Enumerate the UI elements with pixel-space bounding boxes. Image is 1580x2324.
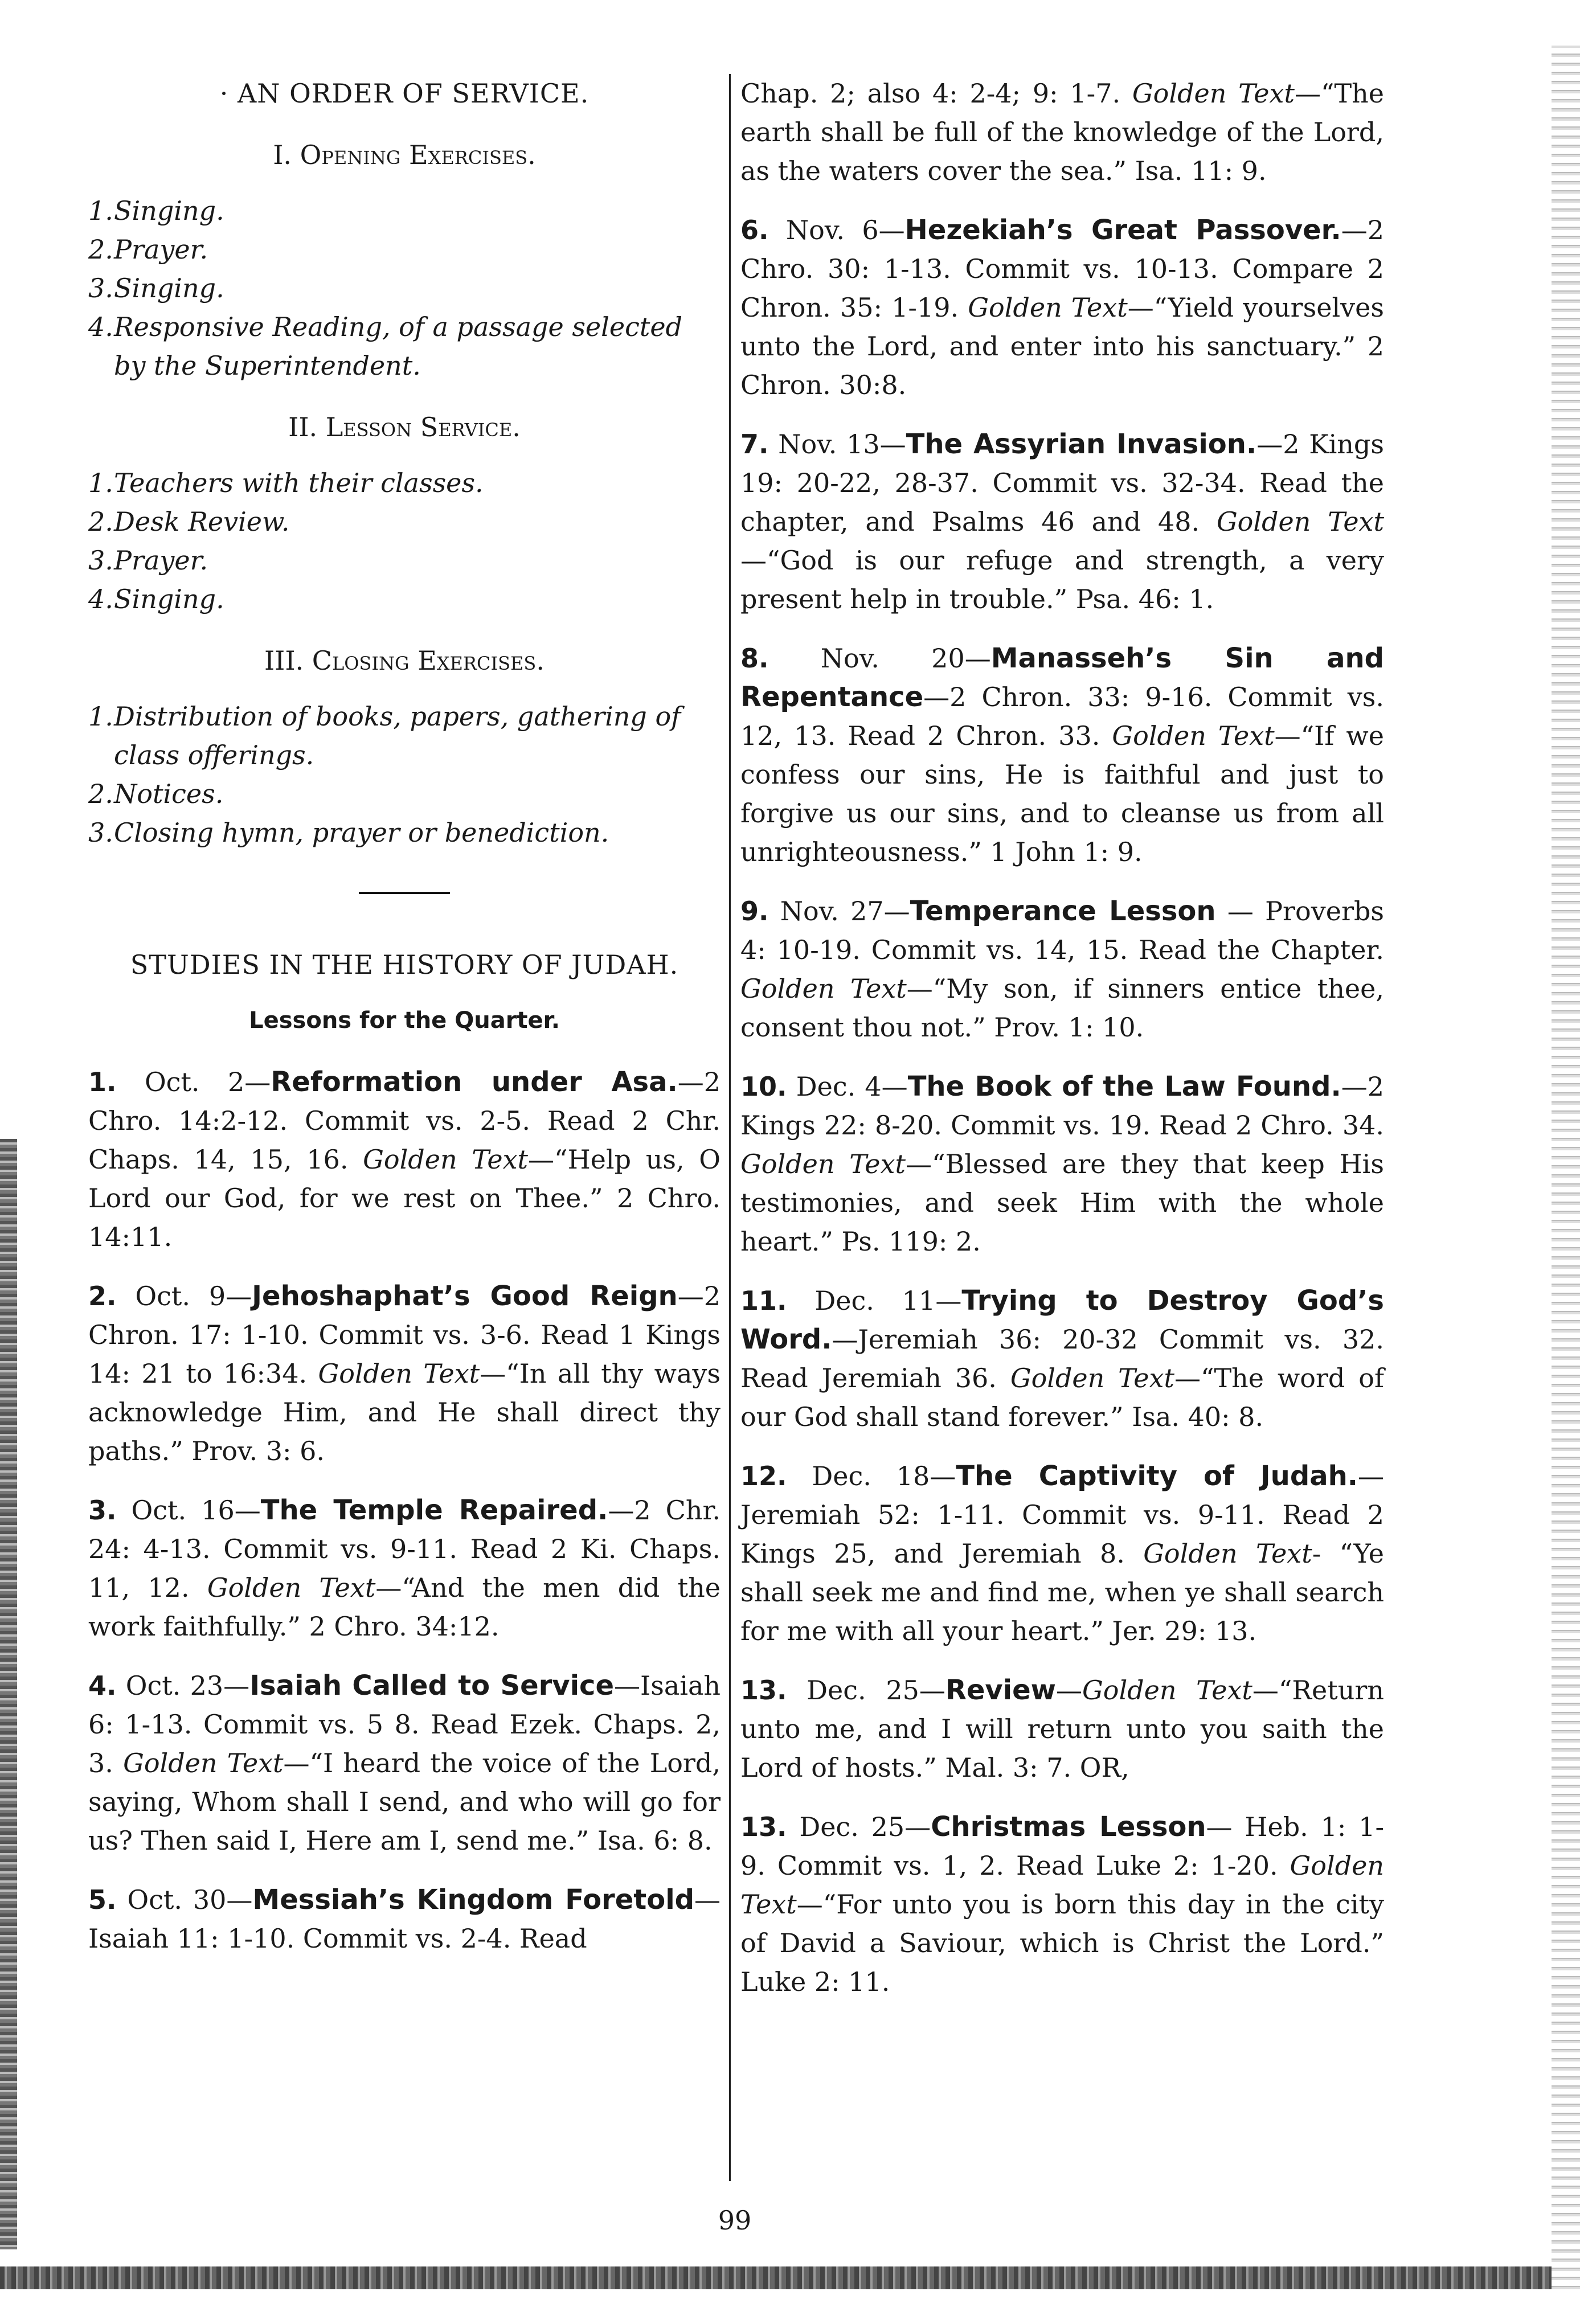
golden-text-label: Golden Text	[1143, 1538, 1312, 1569]
lesson-title: Isaiah Called to Service	[249, 1670, 615, 1702]
lesson-reference: —2 Kings 22: 8-20. Commit vs. 19. Read 2 Chro. 34.	[740, 1071, 1384, 1141]
lesson-date: Nov. 6—	[785, 215, 905, 245]
lesson-number: 12.	[740, 1461, 787, 1491]
lesson-reference: —Jeremiah 36: 20-32 Commit vs. 32. Read Jeremiah 36.	[740, 1324, 1384, 1393]
golden-text-label: Golden Text	[740, 1850, 1384, 1920]
list-item: 1.Teachers with their classes.	[88, 468, 484, 498]
lesson-date: Dec. 4—	[796, 1071, 908, 1102]
lesson-title: The Captivity of Judah.	[956, 1460, 1358, 1492]
lesson-reference: —Isaiah 6: 1-13. Commit vs. 5 8. Read Ezek. Chaps. 2, 3.	[88, 1670, 721, 1778]
lesson-item	[88, 1277, 721, 1470]
lessons-list-left	[88, 1063, 721, 1958]
list-item: 3.Singing.	[88, 273, 224, 304]
lesson-reference: —	[1056, 1675, 1083, 1706]
order-of-service-title: · AN ORDER OF SERVICE.	[219, 78, 590, 109]
lesson-title: Review	[945, 1674, 1057, 1706]
section-closing	[88, 641, 721, 852]
lesson-number: 5.	[88, 1884, 117, 1915]
lesson-item	[740, 1067, 1384, 1261]
golden-text: —“In all thy ways acknowledge Him, and He shall direct thy paths.” Prov. 3: 6.	[88, 1358, 721, 1466]
list-item: 1.Singing.	[88, 195, 224, 226]
lesson-number: 8.	[740, 643, 769, 674]
lesson-title: The Book of the Law Found.	[907, 1071, 1341, 1102]
list-item: 4.Responsive Reading, of a passage selected by the Superintendent.	[88, 311, 683, 381]
lesson-item	[740, 211, 1384, 404]
golden-text: —“For unto you is born this day in the city of David a Saviour, which is Christ the Lord.” Luke 2: 11.	[740, 1889, 1384, 1997]
scan-right-edge	[1552, 46, 1580, 2295]
lesson-item	[740, 425, 1384, 618]
golden-text-label: Golden Text	[968, 292, 1128, 323]
lesson-title: Hezekiah’s Great Passover.	[904, 214, 1341, 246]
lesson-number: 2.	[88, 1281, 117, 1311]
lesson-number: 11.	[740, 1285, 787, 1316]
list-item: 3.Prayer.	[88, 545, 208, 576]
section-heading: I. Opening Exercises.	[273, 140, 536, 170]
lesson-item	[740, 892, 1384, 1047]
lesson-date: Oct. 23—	[125, 1670, 250, 1701]
scan-bottom-shadow	[0, 2266, 1580, 2289]
section-heading: III. Closing Exercises.	[264, 645, 545, 676]
lessons-list-right	[740, 211, 1384, 2001]
golden-text: —“Help us, O Lord our God, for we rest on Thee.” 2 Chro. 14:11.	[88, 1144, 721, 1252]
lesson-item	[88, 1880, 721, 1958]
lesson-date: Dec. 11—	[814, 1285, 962, 1316]
lesson-item	[88, 1063, 721, 1256]
golden-text: —“And the men did the work faithfully.” 2 Chro. 34:12.	[88, 1572, 721, 1642]
golden-text: - “Ye shall seek me and find me, when ye shall search for me with all your heart.” Jer. 29: 13.	[740, 1538, 1384, 1646]
golden-text: —“I heard the voice of the Lord, saying, Whom shall I send, and who will go for us? Then said I, Here am I, send me.” Isa. 6: 8.	[88, 1748, 721, 1856]
golden-text-label: Golden Text	[1216, 506, 1384, 537]
section-lesson-service	[88, 408, 721, 618]
lesson-item	[88, 1491, 721, 1646]
lesson-date: Oct. 9—	[135, 1281, 252, 1311]
golden-text-label: Golden Text	[740, 1149, 906, 1179]
lesson-continuation: Chap. 2; also 4: 2-4; 9: 1-7. Golden Text—“The earth shall be full of the knowledge of the Lord, as the waters cover the sea.” Isa. 11: 9.	[740, 78, 1384, 186]
lesson-item	[740, 639, 1384, 871]
lesson-reference: —2 Kings 19: 20-22, 28-37. Commit vs. 32-34. Read the chapter, and Psalms 46 and 48.	[740, 429, 1384, 537]
lesson-title: Reformation under Asa.	[271, 1066, 678, 1098]
list-item: 2.Notices.	[88, 778, 224, 809]
lesson-title: Christmas Lesson	[931, 1811, 1206, 1843]
golden-text: —“Yield yourselves unto the Lord, and enter into his sanctuary.” 2 Chron. 30:8.	[740, 292, 1384, 400]
section-heading: II. Lesson Service.	[288, 412, 521, 442]
golden-text-label: Golden Text	[740, 973, 907, 1004]
lesson-number: 7.	[740, 429, 769, 460]
golden-text: —“Blessed are they that keep His testimonies, and seek Him with the whole heart.” Ps. 119: 2.	[740, 1149, 1384, 1257]
left-column	[88, 74, 721, 2256]
lesson-number: 4.	[88, 1670, 117, 1701]
lesson-reference: —2 Chro. 14:2-12. Commit vs. 2-5. Read 2 Chr. Chaps. 14, 15, 16.	[88, 1067, 721, 1175]
lesson-reference: —2 Chr. 24: 4-13. Commit vs. 9-11. Read 2 Ki. Chaps. 11, 12.	[88, 1495, 721, 1603]
list-item: 4.Singing.	[88, 584, 224, 614]
lesson-title: Temperance Lesson	[910, 895, 1216, 927]
lesson-item	[740, 1457, 1384, 1650]
studies-title: STUDIES IN THE HISTORY OF JUDAH.	[130, 949, 679, 980]
list-item: 2.Desk Review.	[88, 506, 290, 537]
lesson-date: Nov. 13—	[778, 429, 906, 460]
lesson-date: Oct. 30—	[127, 1884, 253, 1915]
section-divider-rule	[359, 892, 450, 894]
golden-text: —“God is our refuge and strength, a very present help in trouble.” Psa. 46: 1.	[740, 545, 1384, 614]
lesson-number: 13.	[740, 1811, 787, 1842]
lesson-date: Dec. 18—	[812, 1461, 956, 1491]
lesson-title: Messiah’s Kingdom Foretold	[252, 1884, 694, 1916]
golden-text: —“Return unto me, and I will return unto you saith the Lord of hosts.” Mal. 3: 7. OR,	[740, 1675, 1384, 1783]
lesson-date: Dec. 25—	[799, 1811, 931, 1842]
lesson-reference: —Jeremiah 52: 1-11. Commit vs. 9-11. Read 2 Kings 25, and Jeremiah 8.	[740, 1461, 1384, 1569]
right-column	[740, 74, 1384, 2256]
lesson-number: 6.	[740, 215, 769, 245]
lesson-reference: —2 Chron. 33: 9-16. Commit vs. 12, 13. Read 2 Chron. 33.	[740, 682, 1384, 751]
golden-text: —“If we confess our sins, He is faithful and just to forgive us our sins, and to cleanse us from all unrighteousness.” 1 John 1: 9.	[740, 720, 1384, 867]
golden-text-label: Golden Text	[363, 1144, 529, 1175]
list-item: 3.Closing hymn, prayer or benediction.	[88, 817, 609, 848]
lesson-item	[740, 1281, 1384, 1436]
golden-text-label: Golden Text	[123, 1748, 284, 1778]
golden-text-label: Golden Text	[1010, 1363, 1174, 1393]
lesson-number: 1.	[88, 1067, 117, 1097]
lesson-reference: —2 Chron. 17: 1-10. Commit vs. 3-6. Read 1 Kings 14: 21 to 16:34.	[88, 1281, 721, 1389]
lesson-title: The Assyrian Invasion.	[906, 428, 1257, 460]
lesson-reference: —2 Chro. 30: 1-13. Commit vs. 10-13. Compare 2 Chron. 35: 1-19.	[740, 215, 1385, 323]
lesson-title: Trying to Destroy God’s Word.	[740, 1285, 1385, 1355]
lesson-number: 3.	[88, 1495, 117, 1526]
scan-edge-shadow	[0, 1139, 17, 2249]
lesson-date: Oct. 2—	[144, 1067, 271, 1097]
lesson-reference: —Isaiah 11: 1-10. Commit vs. 2-4. Read	[88, 1884, 721, 1954]
section-opening	[88, 136, 721, 385]
golden-text: —“My son, if sinners entice thee, consent thou not.” Prov. 1: 10.	[740, 973, 1384, 1043]
lesson-item	[740, 1671, 1384, 1787]
lesson-date: Nov. 20—	[820, 643, 991, 674]
list-item: 2.Prayer.	[88, 234, 208, 265]
golden-text-label: Golden Text	[318, 1358, 480, 1389]
lesson-number: 9.	[740, 896, 769, 927]
lesson-title: Manasseh’s Sin and Repentance	[740, 642, 1384, 713]
lesson-item	[740, 1807, 1384, 2001]
lesson-title: The Temple Repaired.	[260, 1494, 608, 1526]
lesson-title: Jehoshaphat’s Good Reign	[252, 1280, 678, 1312]
list-item: 1.Distribution of books, papers, gathering of class offerings.	[88, 701, 681, 770]
lesson-item	[88, 1666, 721, 1860]
golden-text-label: Golden Text	[207, 1572, 376, 1603]
lesson-reference: — Heb. 1: 1-9. Commit vs. 1, 2. Read Luke 2: 1-20.	[740, 1811, 1384, 1881]
golden-text: —“The word of our God shall stand forever.” Isa. 40: 8.	[740, 1363, 1384, 1432]
studies-subheading: Lessons for the Quarter.	[249, 1007, 560, 1034]
lesson-number: 13.	[740, 1675, 787, 1706]
lesson-number: 10.	[740, 1071, 787, 1102]
lesson-date: Dec. 25—	[807, 1675, 945, 1706]
column-divider	[729, 74, 731, 2181]
golden-text-label: Golden Text	[1112, 720, 1275, 751]
lesson-date: Oct. 16—	[131, 1495, 261, 1526]
lesson-date: Nov. 27—	[780, 896, 910, 927]
page-number: 99	[718, 2205, 752, 2236]
lesson-reference: — Proverbs 4: 10-19. Commit vs. 14, 15. Read the Chapter.	[740, 896, 1384, 965]
golden-text-label: Golden Text	[1082, 1675, 1252, 1706]
